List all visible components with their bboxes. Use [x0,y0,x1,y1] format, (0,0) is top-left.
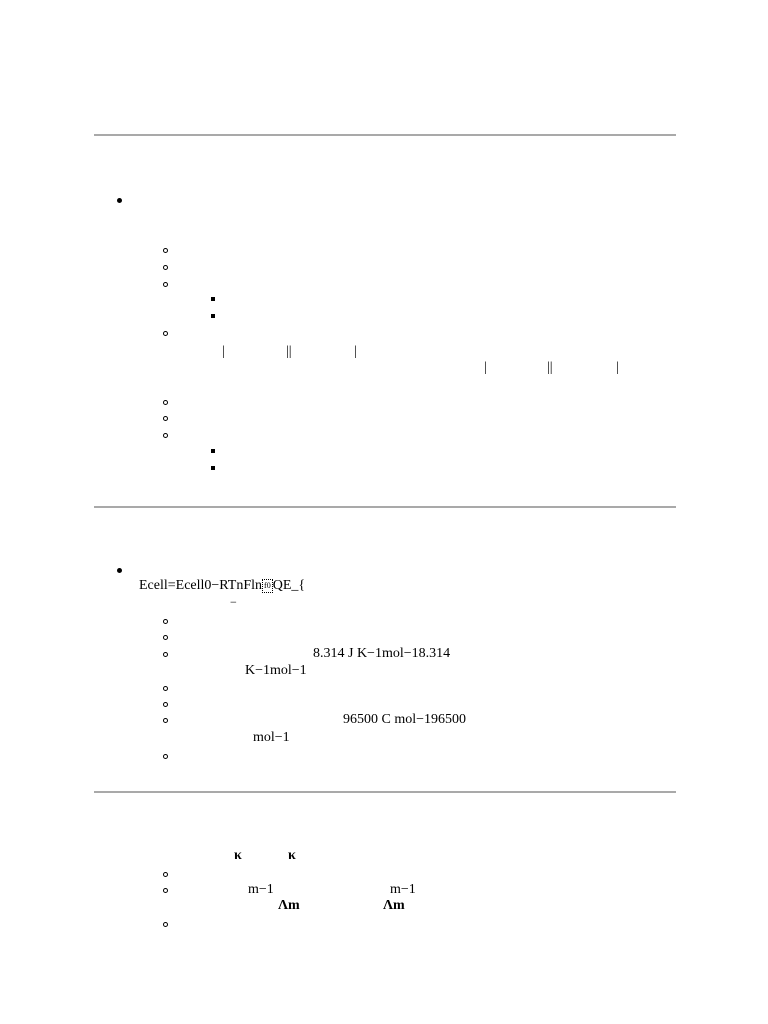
bullet-circle [163,265,168,270]
bullet-square [211,314,215,318]
bullet-circle [163,872,168,877]
bullet-circle [163,282,168,287]
kappa-symbol: κ [234,848,242,863]
section-divider-3 [94,791,676,793]
bullet-circle [163,718,168,723]
bullet-circle [163,248,168,253]
kappa-symbol: κ [288,848,296,863]
nernst-equation-part-1: Ecell=Ecell0−RTnFln [139,578,263,593]
nernst-equation [139,578,305,594]
conductivity-unit: m−1 [390,882,416,897]
faraday-constant-value: 96500 C mol−196500 [343,712,467,727]
gas-constant-unit-continued: K−1mol−1 [245,663,307,678]
molar-conductivity-symbol: Λm [278,898,300,913]
bullet-circle [163,754,168,759]
bullet-circle [163,922,168,927]
bullet-circle [163,888,168,893]
bullet-circle [163,433,168,438]
bullet-circle [163,416,168,421]
faraday-constant-unit-continued: mol−1 [253,730,290,745]
bullet-square [211,297,215,301]
bullet-circle [163,635,168,640]
cell-notation-pipe: | [354,344,357,359]
conductivity-unit: m−1 [248,882,274,897]
nernst-minus: − [230,595,237,609]
cell-notation-double-pipe: || [547,360,553,375]
cell-notation-pipe: | [222,344,225,359]
bullet-disc [117,198,122,203]
bullet-circle [163,400,168,405]
bullet-square [211,449,215,453]
molar-conductivity-symbol: Λm [383,898,405,913]
cell-notation-pipe: | [484,360,487,375]
bullet-disc [117,568,122,573]
section-divider-2 [94,506,676,508]
cell-notation-pipe: | [616,360,619,375]
bullet-circle [163,702,168,707]
bullet-square [211,466,215,470]
bullet-circle [163,652,168,657]
section-divider-1 [94,134,676,136]
gas-constant-value: 8.314 J K−1mol−18.314 [313,646,451,661]
nernst-equation-part-2: QE_{ [272,578,306,593]
missing-glyph-box: f0 [262,579,273,593]
bullet-circle [163,619,168,624]
bullet-circle [163,331,168,336]
bullet-circle [163,686,168,691]
cell-notation-double-pipe: || [286,344,292,359]
